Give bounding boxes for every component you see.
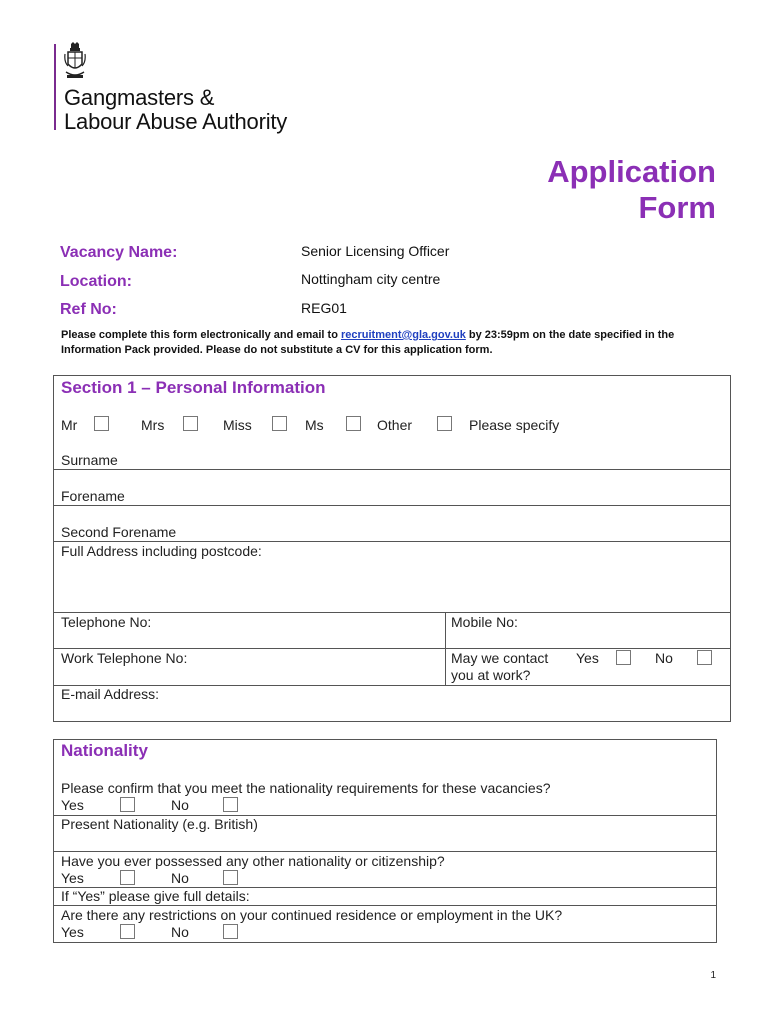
title-line-2: Form: [638, 190, 716, 225]
contact-no-label: No: [655, 650, 673, 666]
vacancy-name-label: Vacancy Name:: [60, 244, 178, 261]
present-nationality-label: Present Nationality (e.g. British): [61, 816, 258, 832]
title-option-mrs: Mrs: [141, 417, 165, 433]
full-details-label: If “Yes” please give full details:: [61, 888, 250, 904]
contact-at-work-label-1: May we contact: [451, 650, 549, 666]
org-name-line-2: Labour Abuse Authority: [64, 109, 288, 134]
second-forename-label: Second Forename: [61, 524, 177, 540]
q3-no-checkbox[interactable]: [223, 924, 238, 939]
ref-no-value: REG01: [301, 300, 347, 316]
address-label: Full Address including postcode:: [61, 543, 262, 559]
location-value: Nottingham city centre: [301, 271, 441, 287]
contact-yes-checkbox[interactable]: [616, 650, 631, 665]
email-address-label: E-mail Address:: [61, 686, 160, 702]
instructions: [61, 328, 721, 358]
q2-yes-checkbox[interactable]: [120, 870, 135, 885]
q2-yes-label: Yes: [61, 870, 84, 886]
q2-no-checkbox[interactable]: [223, 870, 238, 885]
row-divider: [54, 541, 730, 542]
mrs-checkbox[interactable]: [183, 416, 198, 431]
page-title: [547, 154, 716, 226]
row-divider: [54, 905, 716, 906]
recruitment-email-link[interactable]: recruitment@gla.gov.uk: [340, 329, 466, 341]
org-name-line-1: Gangmasters &: [64, 85, 215, 110]
organisation-name: [64, 86, 287, 134]
q3-yes-checkbox[interactable]: [120, 924, 135, 939]
nationality-question-1: Please confirm that you meet the nationality requirements for these vacancies?: [61, 780, 551, 796]
title-option-other: Other: [377, 417, 413, 433]
q1-yes-label: Yes: [61, 797, 84, 813]
mobile-label: Mobile No:: [451, 614, 518, 630]
work-telephone-label: Work Telephone No:: [61, 650, 188, 666]
vacancy-name-value: Senior Licensing Officer: [301, 243, 450, 259]
telephone-label: Telephone No:: [61, 614, 152, 630]
title-option-mr: Mr: [61, 417, 78, 433]
instructions-post: by 23:59pm on the date specified in the Information Pack provided. Please do not substitute a CV for this application form.: [61, 329, 675, 356]
title-line-1: Application: [547, 154, 716, 189]
row-divider: [54, 648, 730, 649]
logo-divider: [54, 44, 56, 130]
ms-checkbox[interactable]: [346, 416, 361, 431]
q1-no-checkbox[interactable]: [223, 797, 238, 812]
row-divider: [54, 851, 716, 852]
q1-no-label: No: [171, 797, 189, 813]
row-divider: [54, 612, 730, 613]
q3-yes-label: Yes: [61, 924, 84, 940]
surname-label: Surname: [61, 452, 118, 468]
section-1-title: Section 1 – Personal Information: [61, 378, 326, 397]
row-divider: [54, 469, 730, 470]
contact-yes-label: Yes: [576, 650, 599, 666]
nationality-question-3: Are there any restrictions on your continued residence or employment in the UK?: [61, 907, 563, 923]
contact-at-work-label-2: you at work?: [451, 667, 531, 683]
royal-crest-icon: [64, 42, 86, 82]
title-option-ms: Ms: [305, 417, 324, 433]
mr-checkbox[interactable]: [94, 416, 109, 431]
location-label: Location:: [60, 273, 132, 290]
q3-no-label: No: [171, 924, 189, 940]
row-divider: [54, 505, 730, 506]
contact-no-checkbox[interactable]: [697, 650, 712, 665]
nationality-question-2: Have you ever possessed any other nationality or citizenship?: [61, 853, 445, 869]
miss-checkbox[interactable]: [272, 416, 287, 431]
forename-label: Forename: [61, 488, 125, 504]
page-number: 1: [710, 970, 716, 981]
ref-no-label: Ref No:: [60, 301, 117, 318]
title-option-miss: Miss: [223, 417, 252, 433]
other-checkbox[interactable]: [437, 416, 452, 431]
q1-yes-checkbox[interactable]: [120, 797, 135, 812]
q2-no-label: No: [171, 870, 189, 886]
instructions-pre: Please complete this form electronically and email to: [61, 329, 341, 341]
nationality-title: Nationality: [61, 741, 148, 760]
please-specify-label: Please specify: [469, 417, 560, 433]
